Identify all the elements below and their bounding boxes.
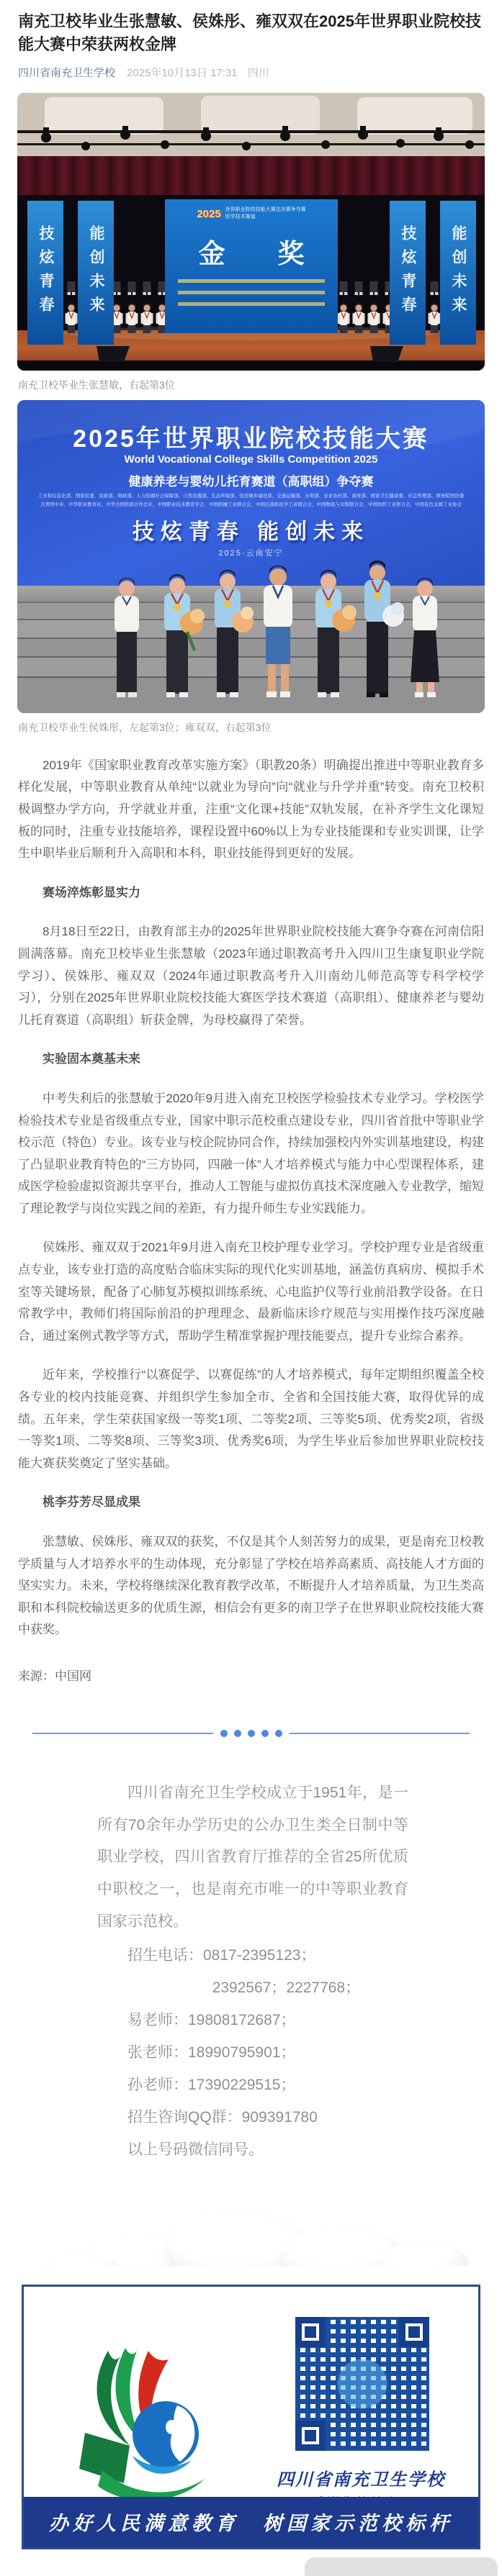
stage-banner-right-outer: 能创未来 (440, 201, 476, 345)
photo2-caption: 南充卫校毕业生侯姝彤，左起第3位；雍双双，右起第3位 (18, 721, 272, 733)
page-title: 南充卫校毕业生张慧敏、侯姝彤、雍双双在2025年世界职业院校技能大赛中荣获两枚金牌 (18, 12, 481, 53)
byline (18, 65, 484, 81)
school-footer-card (22, 2285, 480, 2549)
contact-phone-line: 招生电话：0817-2395123； (127, 1947, 316, 1964)
article-header (0, 0, 502, 81)
photo-team-group[interactable] (17, 400, 485, 713)
contact-phone-line2: 2392567；2227768； (212, 1979, 361, 1997)
contact-teacher-yi: 易老师：19808172687； (127, 2012, 296, 2029)
divider-line-left (32, 1733, 213, 1734)
photo2-banner-subtitle-en: World Vocational College Skills Competition 2025 (124, 453, 378, 466)
footer-slogan: 办好人民满意教育 树国家示范校标杆 (49, 2513, 453, 2535)
footer-school-name: 四川省南充卫生学校 (277, 2470, 445, 2490)
photo2-banner-title: 2025年世界职业院校技能大赛 (73, 425, 429, 453)
screen-year: 2025 (197, 207, 221, 220)
publish-location: 四川 (247, 66, 269, 79)
photo2-organizers-line2: 共青团中央、中华职业教育社、中华全国供销合作总社、中国职业技术教育学会、中国机械工业联合会、中国石油和化学工业联合会、中国物流与采购联合会、中国纺织工业联合会、中国有色金属工业协会 (40, 502, 462, 507)
school-intro (97, 1777, 408, 2167)
floating-toolbar[interactable] (305, 2557, 498, 2576)
school-logo (63, 2348, 222, 2503)
contact-teacher-sun: 孙老师：17390229515； (127, 2077, 296, 2093)
photo1-caption: 南充卫校毕业生张慧敏，右起第3位 (18, 378, 175, 391)
article-paragraph: 中考失利后的张慧敏于2020年9月进入南充卫校医学检验技术专业学习。学校医学检验技术专业是省级重点专业，国家中职示范校重点建设专业，四川省首批中等职业学校示范（特色）专业。该专业与校企院协同合作，持续加强校内外实训基地建设，构建了凸显职业教育特色的“三方协同，四融一体”人才培养模式与能力中心型课程体系，建成医学检验虚拟资源共享平台，推动人工智能与虚拟仿真技术深度融入专业教学，缩短了理论教学与岗位实践之间的差距，有力提升师生专业实践能力。 (18, 1091, 484, 1215)
divider-dots (220, 1730, 282, 1737)
photo2-venue: 2025·云南安宁 (218, 548, 284, 558)
stage-banner-right-inner: 技炫青春 (390, 201, 426, 345)
stage-banner-left-outer: 技炫青春 (27, 201, 63, 345)
article-body (0, 743, 502, 1688)
photo-award-ceremony[interactable] (17, 93, 485, 371)
article-paragraph: 近年来，学校推行“以赛促学、以赛促练”的人才培养模式，每年定期组织覆盖全校各专业的校内技能竞赛、并组织学生参加全市、全省和全国技能大赛，取得优异的成绩。五年来，学生荣获国家级一等奖1项、二等奖2项、三等奖5项、优秀奖2项，省级一等奖1项、二等奖8项、三等奖3项、优秀奖6项，为学生毕业后参加世界职业院校技能大赛获奖奠定了坚实基础。 (18, 1368, 484, 1470)
official-account-link[interactable]: 四川省南充卫生学校 (18, 66, 116, 79)
contact-teacher-zhang: 张老师：18990795901； (127, 2044, 296, 2062)
divider-line-right (290, 1733, 470, 1734)
contact-qq-group: 招生咨询QQ群：909391780 (127, 2108, 318, 2126)
screen-track-name: 医学技术赛道 (225, 214, 256, 220)
article-paragraph: 张慧敏、侯姝彤、雍双双的获奖，不仅是其个人刻苦努力的成果，更是南充卫校教学质量与人才培养水平的生动体现，充分彰显了学校在培养高素质、高技能人才方面的坚实实力。未来，学校将继续深化教育教学改革，不断提升人才培养质量，为卫生类高职和本科院校输送更多的优质生源，相信会有更多的南卫学子在世界职业院校技能大赛中获奖。 (18, 1535, 484, 1637)
section-heading-results: 桃李芬芳尽显成果 (42, 1495, 140, 1510)
article-paragraph: 侯姝彤、雍双双于2021年9月进入南充卫校护理专业学习。学校护理专业是省级重点专业，该专业打造的高度贴合临床实际的现代化实训基地，涵盖仿真病房、模拟手术室等关键场景，配备了心肺复苏模拟训练系统、心电监护仪等行业前沿教学设备。在日常教学中，教师们将国际前沿的护理理念、最新临床诊疗规范与实用操作技巧深度融合，通过案例式教学等方式，帮助学生精准掌握护理技能要点，提升专业综合素养。 (18, 1241, 484, 1343)
stage-led-screen (165, 199, 338, 333)
section-divider (32, 1730, 470, 1737)
footer-slogan-strip (24, 2497, 478, 2547)
school-about-text: 四川省南充卫生学校成立于1951年，是一所有70余年办学历史的公办卫生类全日制中等职业学校，四川省教育厅推荐的全省25所优质中职校之一，也是南充市唯一的中等职业教育国家示范校。 (97, 1784, 408, 1931)
contact-wechat-note: 以上号码微信同号。 (127, 2141, 264, 2158)
publish-date: 2025年10月13日 17:31 (127, 66, 238, 79)
photo2-banner-track: 健康养老与婴幼儿托育赛道（高职组）争夺赛 (128, 474, 374, 489)
photo2-organizers-line1: 工业和信息化部、国家民委、民政部、财政部、人力资源社会保障部、自然资源部、生态环境部、住房城乡建设部、交通运输部、水利部、农业农村部、商务部、国家卫生健康委、应急管理部、国务院国资委 (37, 493, 465, 499)
cloud-decoration (0, 2204, 502, 2285)
stage-banner-left-inner: 能创未来 (78, 201, 114, 345)
award-winner-list-lines (178, 279, 325, 311)
article-paragraph: 8月18日至22日，由教育部主办的2025年世界职业院校技能大赛争夺赛在河南信阳圆满落幕。南充卫校毕业生张慧敏（2023年通过职教高考升入四川卫生康复职业学院学习）、侯姝彤、雍双双（2024年通过职教高考升入川南幼儿师范高等专科学校学习），分别在2025年世界职业院校技能大赛医学技术赛道（高职组）、健康养老与婴幼儿托育赛道（高职组）斩获金牌，为母校赢得了荣誉。 (18, 925, 484, 1027)
source-attribution: 来源：中国网 (18, 1669, 91, 1683)
section-heading-competition: 赛场淬炼彰显实力 (42, 885, 140, 899)
photo2-slogan: 技炫青春 能创未来 (132, 520, 370, 544)
gold-award-text: 金 奖 (198, 238, 318, 268)
screen-competition-name: 世界职业院校技能大赛总决赛争夺赛 (225, 207, 306, 212)
article-paragraph: 2019年《国家职业教育改革实施方案》（职教20条）明确提出推进中等职业教育多样化发展，中等职业教育从单纯“以就业为导向”向“就业与升学并重”转变。南充卫校积极调整办学方向，升学就业并重，注重“文化课+技能”双轨发展，在补齐学生文化课短板的同时，注重专业技能培养，课程设置中60%以上为专业技能课和专业实训课，让学生中职毕业后顺利升入高职和本科，职业技能得到更好的发展。 (18, 758, 484, 861)
section-heading-experiment: 实验固本奠基未来 (42, 1052, 140, 1066)
qr-code (295, 2317, 429, 2451)
